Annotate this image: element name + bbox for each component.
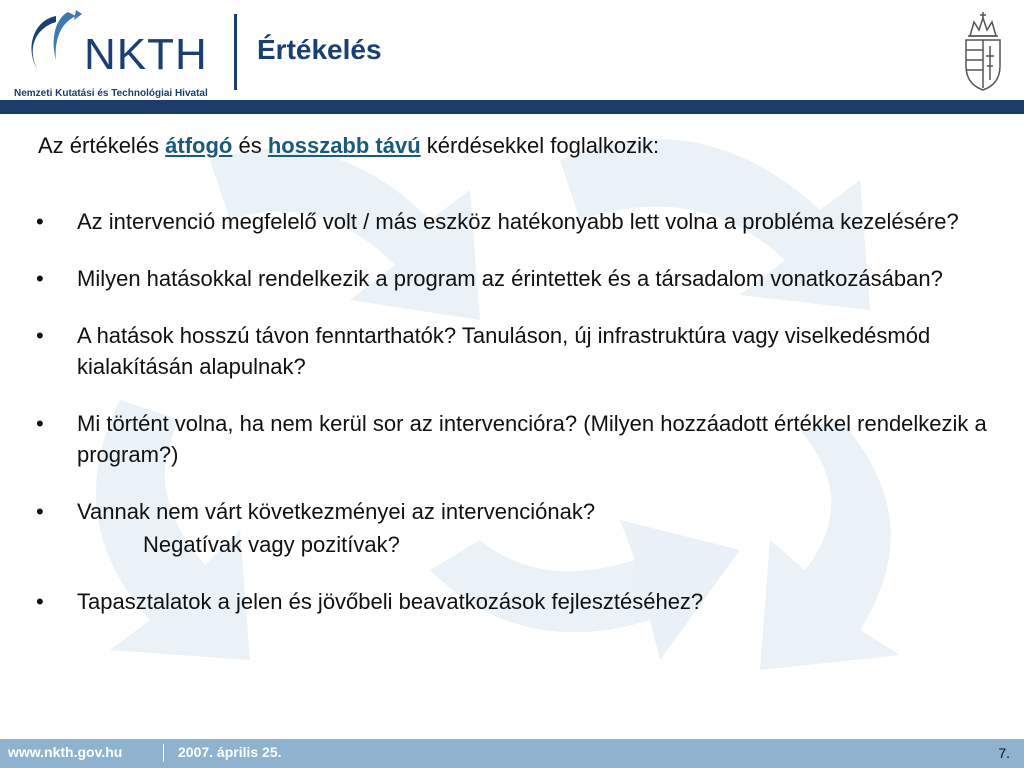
bullet-dot: • xyxy=(36,209,44,234)
header-bar xyxy=(0,100,1024,114)
bullet-text: Vannak nem várt következményei az intervenciónak? xyxy=(77,499,596,524)
intro-link-atfogo[interactable]: átfogó xyxy=(165,133,233,158)
slide-title: Értékelés xyxy=(257,34,382,65)
intro-line xyxy=(38,133,659,159)
bullet-text: A hatások hosszú távon fenntarthatók? Tanuláson, új infrastruktúra vagy viselkedésmód kialakításán alapulnak? xyxy=(77,323,931,379)
logo-subtitle: Nemzeti Kutatási és Technológiai Hivatal xyxy=(14,88,208,99)
footer-website-link[interactable]: www.nkth.gov.hu xyxy=(8,744,123,760)
bullet-item xyxy=(36,586,996,617)
bullet-item xyxy=(36,408,996,470)
bullet-dot: • xyxy=(36,323,44,348)
hungarian-coat-of-arms-icon xyxy=(960,10,1006,92)
bullet-list xyxy=(36,206,996,643)
intro-prefix: Az értékelés xyxy=(38,133,166,158)
bullet-text: Az intervenció megfelelő volt / más eszköz hatékonyabb lett volna a probléma kezelésére? xyxy=(77,209,959,234)
footer xyxy=(0,739,1024,768)
bullet-text: Milyen hatásokkal rendelkezik a program az érintettek és a társadalom vonatkozásában? xyxy=(77,266,943,291)
footer-divider xyxy=(163,744,164,762)
intro-link-hosszabb-tavu[interactable]: hosszabb távú xyxy=(267,133,421,158)
bullet-text: Tapasztalatok a jelen és jövőbeli beavatkozások fejlesztéséhez? xyxy=(77,589,704,614)
header-divider xyxy=(234,14,237,90)
bullet-item xyxy=(36,263,996,294)
bullet-text: Mi történt volna, ha nem kerül sor az intervencióra? (Milyen hozzáadott értékkel rendelkezik a program?) xyxy=(77,411,987,467)
header xyxy=(0,0,1024,102)
bullet-dot: • xyxy=(36,266,44,291)
bullet-item xyxy=(36,206,996,237)
bullet-dot: • xyxy=(36,411,44,436)
logo-wordmark: NKTH xyxy=(84,30,208,79)
bullet-subline: Negatívak vagy pozitívak? xyxy=(143,532,400,557)
bullet-dot: • xyxy=(36,499,44,524)
slide-number: 7. xyxy=(998,745,1010,761)
bullet-item xyxy=(36,496,996,560)
intro-middle: és xyxy=(232,133,268,158)
footer-date: 2007. április 25. xyxy=(178,744,282,760)
bullet-dot: • xyxy=(36,589,44,614)
nkth-logo[interactable] xyxy=(6,8,231,98)
intro-suffix: kérdésekkel foglalkozik: xyxy=(420,133,660,158)
bullet-item xyxy=(36,320,996,382)
